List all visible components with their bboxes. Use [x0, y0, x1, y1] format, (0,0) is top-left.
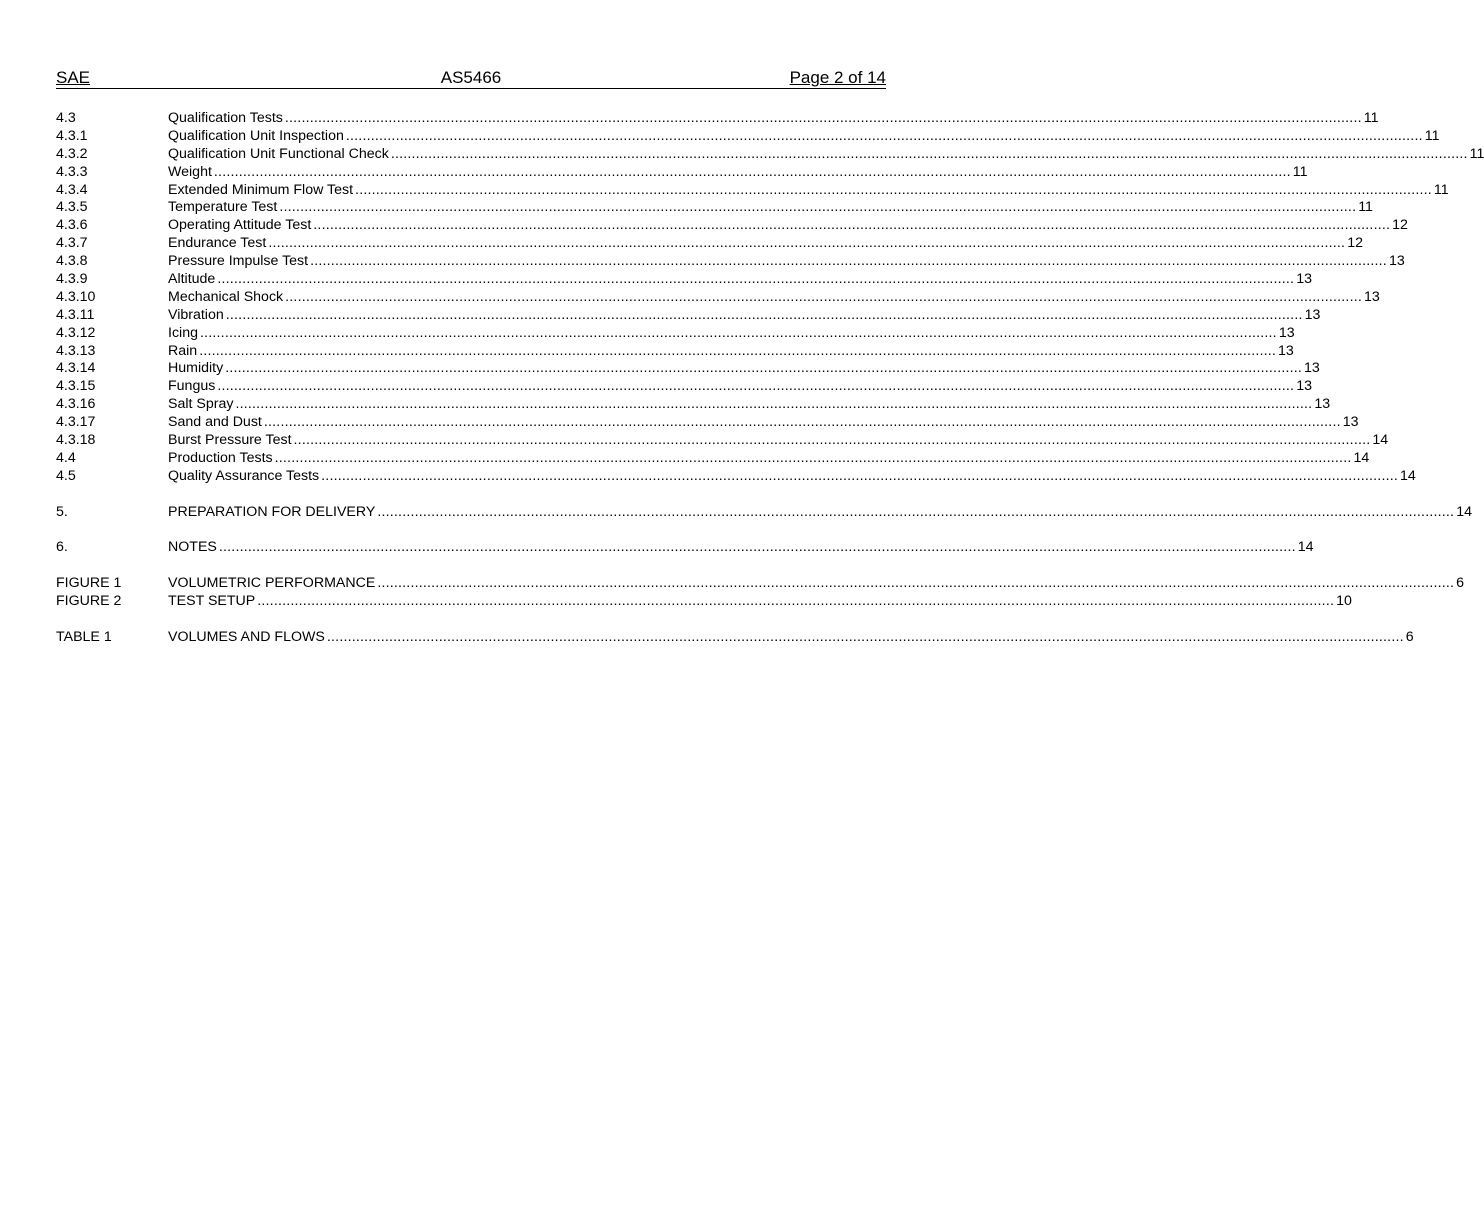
toc-number: 4.3.13 [56, 342, 96, 359]
toc-entry [56, 360, 1320, 378]
toc-entry [56, 235, 1363, 253]
toc-entry [56, 432, 1389, 450]
toc-leader: .................................................................................................................................................................................................................................................................... [345, 127, 1423, 144]
toc-title: Humidity [168, 360, 224, 377]
toc-title: TEST SETUP [168, 593, 256, 610]
toc-title: Temperature Test [168, 199, 278, 216]
toc-leader: .................................................................................................................................................................................................................................................................... [310, 253, 1387, 270]
toc-leader: .................................................................................................................................................................................................................................................................... [321, 467, 1399, 484]
toc-title: Vibration [168, 306, 224, 323]
toc-page: 13 [1278, 324, 1295, 341]
toc-number: 4.3.8 [56, 253, 88, 270]
toc-leader: .................................................................................................................................................................................................................................................................... [284, 110, 1362, 126]
toc-title: Burst Pressure Test [168, 432, 292, 449]
toc-number: 4.3.18 [56, 432, 96, 449]
toc-title: PREPARATION FOR DELIVERY [168, 503, 376, 520]
toc-page: 11 [1424, 127, 1440, 144]
toc-page: 11 [1292, 163, 1308, 180]
toc-number: 4.3.15 [56, 378, 96, 395]
toc-number: 4.3.12 [56, 324, 96, 341]
toc-title: Production Tests [168, 449, 273, 466]
toc-leader: .................................................................................................................................................................................................................................................................... [217, 378, 1295, 395]
table-of-contents [56, 110, 1484, 647]
toc-page: 13 [1342, 414, 1359, 431]
toc-entry [56, 467, 1416, 486]
toc-number: 4.3.9 [56, 271, 88, 288]
toc-leader: .................................................................................................................................................................................................................................................................... [355, 181, 1432, 198]
toc-title: Weight [168, 163, 212, 180]
toc-entry [56, 396, 1331, 414]
toc-page: 10 [1336, 593, 1352, 610]
toc-title: Salt Spray [168, 396, 234, 413]
toc-entry [56, 271, 1312, 289]
toc-title: Qualification Unit Functional Check [168, 145, 389, 162]
toc-title: Quality Assurance Tests [168, 467, 320, 484]
toc-entry [56, 503, 1472, 522]
toc-page: 13 [1296, 378, 1312, 395]
toc-page: 12 [1347, 235, 1363, 252]
toc-page: 13 [1388, 253, 1405, 270]
toc-entry [56, 110, 1379, 128]
toc-entry [56, 324, 1295, 343]
toc-title: Rain [168, 342, 198, 359]
toc-number: 4.3.2 [56, 145, 88, 162]
toc-number: 5. [56, 503, 68, 520]
toc-title: Fungus [168, 378, 216, 395]
toc-number: 4.3.4 [56, 181, 88, 198]
page-header [56, 68, 886, 89]
toc-leader: .................................................................................................................................................................................................................................................................... [268, 235, 1346, 252]
toc-title: Endurance Test [168, 235, 267, 252]
toc-page: 14 [1372, 432, 1389, 449]
toc-entry [56, 199, 1373, 217]
toc-leader: .................................................................................................................................................................................................................................................................... [217, 271, 1295, 288]
toc-number: 4.3.3 [56, 163, 88, 180]
toc-entry [56, 306, 1321, 325]
toc-entry [56, 414, 1359, 432]
toc-number: 4.3 [56, 110, 76, 126]
toc-number: 4.3.10 [56, 288, 96, 305]
toc-entry [56, 539, 1314, 557]
toc-title: Pressure Impulse Test [168, 253, 309, 270]
header-doc-number: AS5466 [440, 68, 502, 87]
toc-entry [56, 449, 1370, 468]
toc-title: VOLUMES AND FLOWS [168, 628, 325, 645]
toc-leader: .................................................................................................................................................................................................................................................................... [279, 199, 1357, 216]
toc-title: Icing [168, 324, 198, 341]
toc-leader: .................................................................................................................................................................................................................................................................... [213, 163, 1291, 180]
toc-entry [56, 342, 1294, 361]
toc-entry [56, 163, 1308, 182]
toc-title: Extended Minimum Flow Test [168, 181, 354, 198]
toc-leader: .................................................................................................................................................................................................................................................................... [199, 342, 1277, 359]
toc-number: 6. [56, 539, 68, 556]
toc-title: NOTES [168, 539, 217, 556]
toc-page: 11 [1469, 145, 1484, 162]
toc-leader: .................................................................................................................................................................................................................................................................... [257, 593, 1335, 610]
toc-entry [56, 575, 1465, 593]
toc-title: Operating Attitude Test [168, 217, 312, 234]
toc-number: 4.4 [56, 449, 76, 466]
toc-leader: .................................................................................................................................................................................................................................................................... [377, 503, 1455, 520]
toc-page: 13 [1296, 271, 1312, 288]
toc-entry [56, 145, 1484, 164]
toc-title: Mechanical Shock [168, 288, 284, 305]
toc-page: 14 [1400, 467, 1416, 484]
toc-page: 14 [1353, 449, 1370, 466]
toc-number: 4.3.5 [56, 199, 88, 216]
toc-leader: .................................................................................................................................................................................................................................................................... [285, 288, 1362, 305]
toc-page: 14 [1297, 539, 1314, 556]
toc-number: 4.3.17 [56, 414, 96, 431]
toc-page: 13 [1314, 396, 1331, 413]
toc-page: 11 [1363, 110, 1379, 126]
toc-leader: .................................................................................................................................................................................................................................................................... [199, 324, 1277, 341]
toc-page: 12 [1392, 217, 1408, 234]
toc-title: Altitude [168, 271, 216, 288]
toc-page: 6 [1405, 628, 1414, 645]
toc-number: 4.5 [56, 467, 76, 484]
toc-number: TABLE 1 [56, 628, 112, 645]
toc-page: 13 [1364, 288, 1380, 305]
toc-page: 14 [1456, 503, 1472, 520]
toc-entry [56, 217, 1408, 235]
toc-number: 4.3.14 [56, 360, 96, 377]
toc-entry [56, 288, 1380, 307]
toc-entry [56, 628, 1414, 647]
toc-entry [56, 593, 1352, 611]
toc-number: FIGURE 2 [56, 593, 122, 610]
toc-leader: .................................................................................................................................................................................................................................................................... [274, 449, 1352, 466]
toc-leader: .................................................................................................................................................................................................................................................................... [326, 628, 1404, 645]
toc-entry [56, 127, 1440, 146]
toc-page: 11 [1358, 199, 1373, 216]
toc-number: 4.3.6 [56, 217, 88, 234]
toc-leader: .................................................................................................................................................................................................................................................................... [390, 145, 1468, 162]
toc-leader: .................................................................................................................................................................................................................................................................... [235, 396, 1313, 413]
toc-page: 13 [1304, 360, 1320, 377]
toc-page: 6 [1456, 575, 1465, 592]
toc-entry [56, 181, 1449, 200]
toc-page: 13 [1278, 342, 1294, 359]
toc-page: 11 [1433, 181, 1449, 198]
toc-leader: .................................................................................................................................................................................................................................................................... [225, 360, 1303, 377]
toc-leader: .................................................................................................................................................................................................................................................................... [263, 414, 1341, 431]
toc-page: 13 [1304, 306, 1321, 323]
toc-entry [56, 253, 1405, 271]
toc-leader: .................................................................................................................................................................................................................................................................... [313, 217, 1391, 234]
toc-title: Sand and Dust [168, 414, 262, 431]
toc-leader: .................................................................................................................................................................................................................................................................... [293, 432, 1371, 449]
header-org: SAE [56, 68, 91, 87]
toc-leader: .................................................................................................................................................................................................................................................................... [218, 539, 1296, 556]
toc-number: 4.3.16 [56, 396, 96, 413]
toc-number: FIGURE 1 [56, 575, 122, 592]
toc-number: 4.3.1 [56, 127, 88, 144]
toc-leader: .................................................................................................................................................................................................................................................................... [377, 575, 1455, 592]
toc-title: VOLUMETRIC PERFORMANCE [168, 575, 376, 592]
toc-number: 4.3.11 [56, 306, 95, 323]
toc-leader: .................................................................................................................................................................................................................................................................... [225, 306, 1303, 323]
toc-number: 4.3.7 [56, 235, 88, 252]
toc-title: Qualification Unit Inspection [168, 127, 344, 144]
toc-title: Qualification Tests [168, 110, 283, 126]
toc-entry [56, 378, 1312, 396]
header-page-number: Page 2 of 14 [789, 68, 886, 87]
